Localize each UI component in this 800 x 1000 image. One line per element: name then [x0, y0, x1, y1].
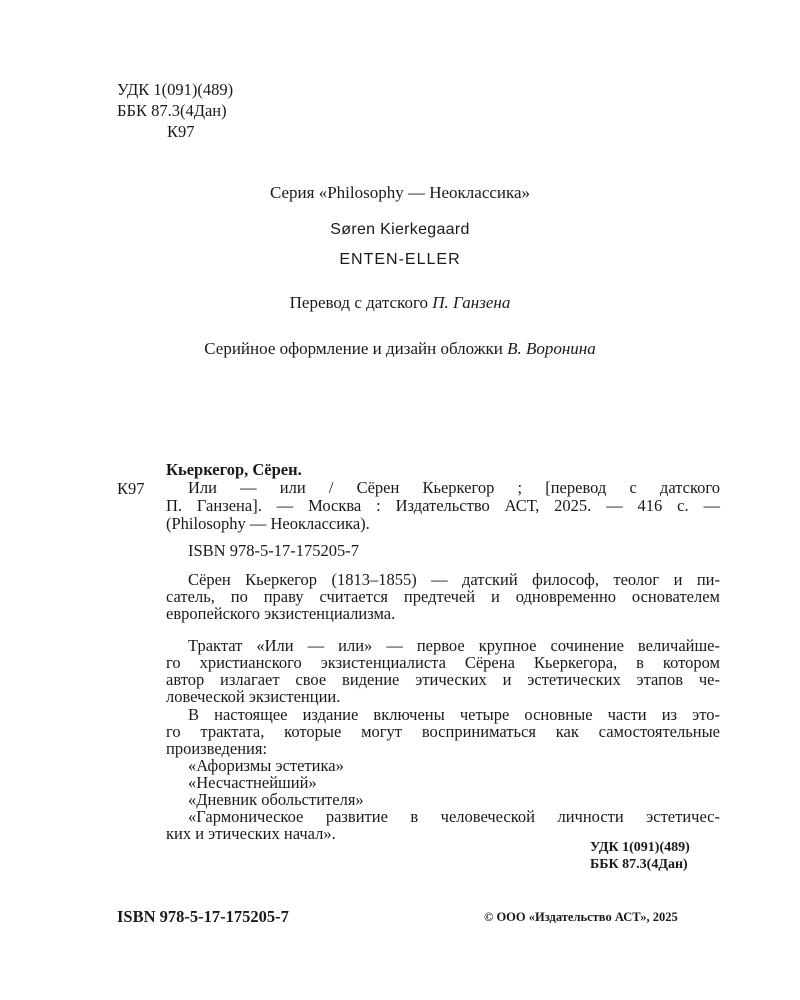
- work-item-continuation: ких и этических начал».: [166, 824, 336, 843]
- catalog-description: [166, 479, 720, 533]
- translation-prefix: Перевод с датского: [289, 293, 429, 312]
- footer-copyright: © ООО «Издательство АСТ», 2025: [484, 910, 678, 924]
- catalog-mark: К97: [117, 479, 145, 498]
- work-item: «Гармоническое развитие в человеческой личности эстетичес-: [188, 807, 720, 826]
- annotation-line: Трактат «Или — или» — первое крупное сочинение величайше-: [188, 636, 720, 655]
- catalog-line: П. Ганзена]. — Москва : Издательство АСТ, 2025. — 416 с. —: [166, 496, 720, 515]
- work-item: «Афоризмы эстетика»: [188, 756, 344, 775]
- catalog-heading: Кьеркегор, Сёрен.: [166, 460, 302, 479]
- catalog-isbn: ISBN 978-5-17-175205-7: [188, 541, 359, 560]
- annotation-paragraph: [166, 637, 720, 705]
- bbk-bottom: ББК 87.3(4Дан): [590, 857, 688, 872]
- annotation-line: го христианского экзистенциалиста Сёрена Кьеркегора, в котором: [166, 653, 720, 672]
- design-credit: [0, 339, 800, 359]
- design-prefix: Серийное оформление и дизайн обложки: [204, 339, 503, 358]
- annotation-line: ловеческой экзистенции.: [166, 687, 341, 706]
- original-author: Søren Kierkegaard: [330, 221, 470, 238]
- annotation-line: го трактата, которые могут восприниматься как самостоятельные: [166, 722, 720, 741]
- original-title: ENTEN-ELLER: [339, 251, 461, 268]
- series-line: Серия «Philosophy — Неоклассика»: [269, 183, 531, 202]
- annotation-paragraph: [166, 706, 720, 842]
- annotation-line: произведения:: [166, 739, 268, 758]
- bbk-top: ББК 87.3(4Дан): [117, 101, 227, 120]
- work-item: «Несчастнейший»: [188, 773, 317, 792]
- annotation-line: Сёрен Кьеркегор (1813–1855) — датский философ, теолог и пи-: [188, 570, 720, 589]
- footer-isbn: ISBN 978-5-17-175205-7: [117, 907, 289, 926]
- designer-name: В. Воронина: [507, 339, 596, 358]
- annotation-line: автор излагает свое видение этических и эстетических этапов че-: [166, 670, 720, 689]
- annotation-line: сатель, по праву считается предтечей и одновременно основателем: [166, 587, 720, 606]
- catalog-line: Или — или / Сёрен Кьеркегор ; [перевод с датского: [188, 478, 720, 497]
- annotation-line: В настоящее издание включены четыре основные части из это-: [188, 705, 720, 724]
- annotation-line: европейского экзистенциализма.: [166, 604, 396, 623]
- udk-bottom: УДК 1(091)(489): [590, 840, 690, 855]
- udk-top: УДК 1(091)(489): [117, 80, 234, 99]
- author-mark-top: К97: [167, 122, 195, 141]
- work-item: «Дневник обольстителя»: [188, 790, 364, 809]
- annotation-paragraph: [166, 571, 720, 622]
- translation-credit: [0, 293, 800, 313]
- catalog-line: (Philosophy — Неоклассика).: [166, 514, 370, 533]
- translator-name: П. Ганзена: [432, 293, 511, 312]
